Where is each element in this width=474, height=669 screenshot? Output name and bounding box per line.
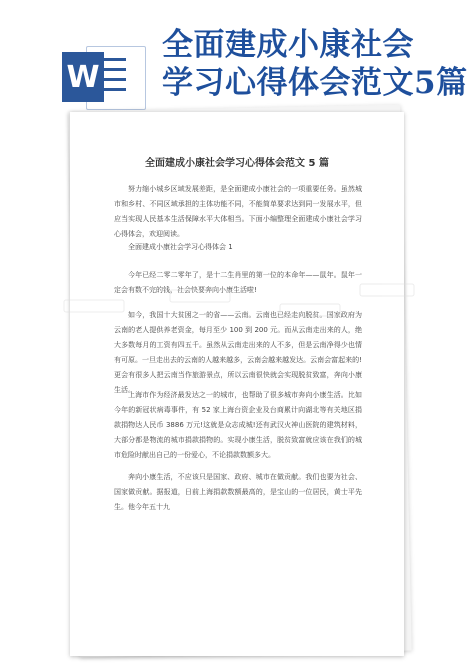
paragraph: 今年已经二零二零年了，是十二生肖里的第一位的本命年——鼠年。鼠年一定会有数不完的钱，社会快要奔向小康生活啦! bbox=[114, 271, 362, 294]
paragraph: 奔向小康生活，不应该只是国家、政府、城市在做贡献。我们也要为社会、国家做贡献。据报道，日前上海捐款数额最高的，是宝山的一位居民，黄士平先生。他今年五十九 bbox=[114, 473, 362, 511]
word-doc-icon bbox=[62, 46, 146, 108]
banner-title-line2: 学习心得体会范文5篇 bbox=[162, 65, 468, 101]
banner-title bbox=[162, 26, 468, 102]
document-title: 全面建成小康社会学习心得体会范文 5 篇 bbox=[145, 158, 329, 169]
banner-title-line1: 全面建成小康社会 bbox=[162, 27, 414, 63]
banner-header bbox=[0, 0, 474, 118]
paragraph-intro: 努力缩小城乡区域发展差距，是全面建成小康社会的一项重要任务。虽然城市和乡村、不同区域承担的主体功能不同，不能简单要求达到同一发展水平，但应当实现人民基本生活保障水平大体相当。下面小编整理全面建成小康社会学习心得体会，欢迎阅读。 bbox=[114, 185, 362, 238]
word-letter: W bbox=[62, 52, 104, 102]
document-page[interactable] bbox=[70, 112, 404, 656]
section-heading: 全面建成小康社会学习心得体会 1 bbox=[128, 243, 233, 251]
paragraph: 如今，我国十大贫困之一的省——云南。云南也已经走向脱贫。国家政府为云南的老人提供养老资金，每月至少 100 到 200 元。而从云南走出来的人，绝大多数每月的工资有四五千。虽然从云南走出来的人不多，但是云南净得少也情有可原。一旦走出去的云南的人越来越多，云南会越来越发达。云南会富起来的!更会有很多人把云南当作旅游景点，所以云南很快就会实现脱贫致富，奔向小康生活。 bbox=[114, 311, 362, 394]
paragraph: 上海市作为经济最发达之一的城市，也帮助了很多城市奔向小康生活。比如今年的新冠状病毒事件，有 52 家上海台资企业及台商累计向湖北等有关地区捐款捐物达人民币 3886 万元!这就是众志成城!还有武汉火神山医院的建筑材料，大部分都是物流的城市捐款捐物的。实现小康生活，脱贫致富就应该在我们的城市危险时献出自己的一份爱心，不论捐款数额多大。 bbox=[114, 391, 362, 459]
